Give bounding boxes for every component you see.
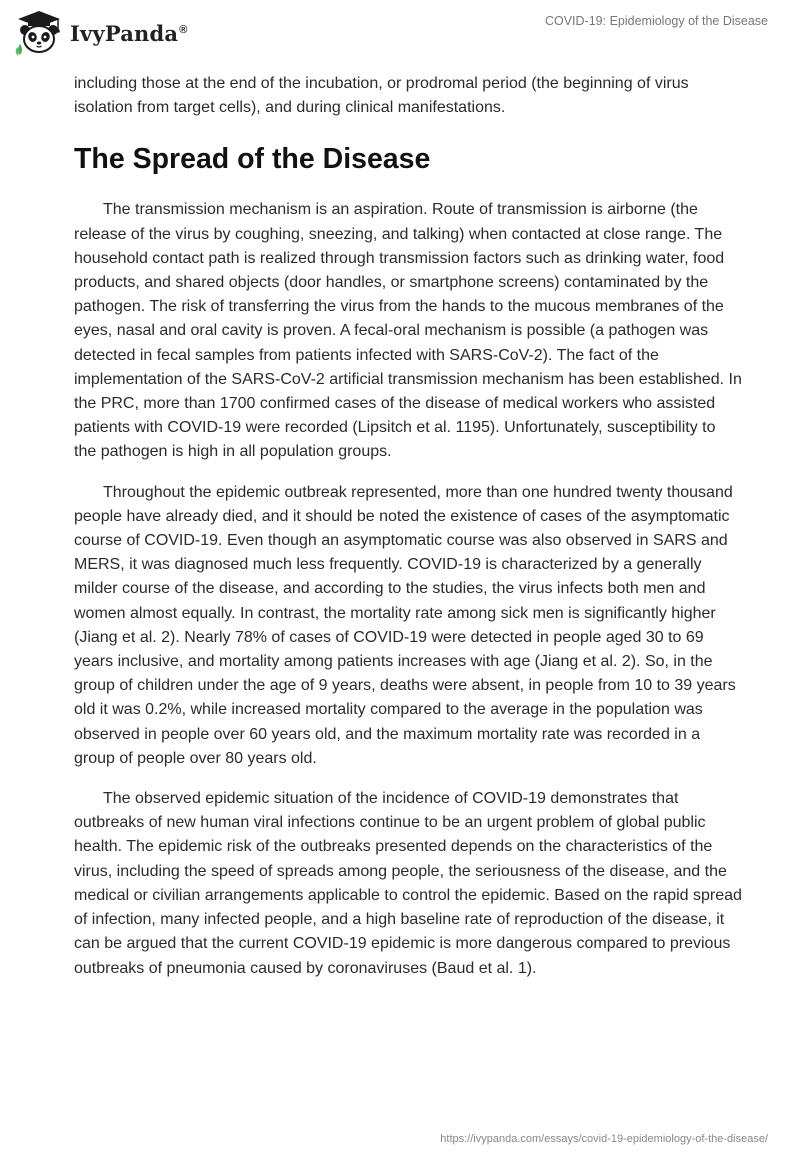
registered-mark: ®: [179, 23, 188, 36]
panda-graduate-icon: [14, 8, 64, 58]
logo-name: IvyPanda: [70, 20, 179, 46]
essay-content: [74, 72, 742, 981]
section-heading: The Spread of the Disease: [74, 143, 431, 176]
ivypanda-logo-link[interactable]: [14, 8, 188, 58]
page-header: [0, 0, 800, 70]
body-paragraph: Throughout the epidemic outbreak represented, more than one hundred twenty thousand people have already died, and it should be noted the existence of cases of the asymptomatic course of COVID-19. Even though an asymptomatic course was also observed in SARS and MERS, it was diagnosed much less frequently. COVID-19 is characterized by a generally milder course of the disease, and according to the studies, the virus infects both men and women almost equally. In contrast, the mortality rate among sick men is significantly higher (Jiang et al. 2). Nearly 78% of cases of COVID-19 were detected in people aged 30 to 69 years inclusive, and mortality among patients increases with age (Jiang et al. 2). So, in the group of children under the age of 9 years, deaths were absent, in people from 10 to 39 years old it was 0.2%, while increased mortality compared to the average in the population was observed in people over 60 years old, and the maximum mortality rate was recorded in a group of people over 80 years old.: [74, 483, 736, 767]
intro-paragraph: including those at the end of the incubation, or prodromal period (the beginning of virus isolation from target cells), and during clinical manifestations.: [74, 75, 689, 117]
body-paragraph: The transmission mechanism is an aspiration. Route of transmission is airborne (the release of the virus by coughing, sneezing, and talking) when contacted at close range. The household contact path is realized through transmission factors such as drinking water, food products, and shared objects (door handles, or smartphone screens) contaminated by the pathogen. The risk of transferring the virus from the hands to the mucous membranes of the eyes, nasal and oral cavity is proven. A fecal-oral mechanism is possible (a pathogen was detected in fecal samples from patients infected with SARS-CoV-2). The fact of the implementation of the SARS-CoV-2 artificial transmission mechanism has been established. In the PRC, more than 1700 confirmed cases of the disease of medical workers who assisted patients with COVID-19 were recorded (Lipsitch et al. 1195). Unfortunately, susceptibility to the pathogen is high in all population groups.: [74, 201, 742, 461]
source-url-link[interactable]: https://ivypanda.com/essays/covid-19-epidemiology-of-the-disease/: [440, 1133, 768, 1145]
logo-wordmark: [70, 21, 188, 46]
document-title: COVID-19: Epidemiology of the Disease: [544, 14, 768, 28]
body-paragraph: The observed epidemic situation of the incidence of COVID-19 demonstrates that outbreaks of new human viral infections continue to be an urgent problem of global public health. The epidemic risk of the outbreaks presented depends on the characteristics of the virus, including the speed of spreads among people, the seriousness of the disease, and the medical or civilian arrangements applicable to control the epidemic. Based on the rapid spread of infection, many infected people, and a high baseline rate of reproduction of the disease, it can be argued that the current COVID-19 epidemic is more dangerous compared to previous outbreaks of pneumonia caused by coronaviruses (Baud et al. 1).: [74, 790, 742, 977]
